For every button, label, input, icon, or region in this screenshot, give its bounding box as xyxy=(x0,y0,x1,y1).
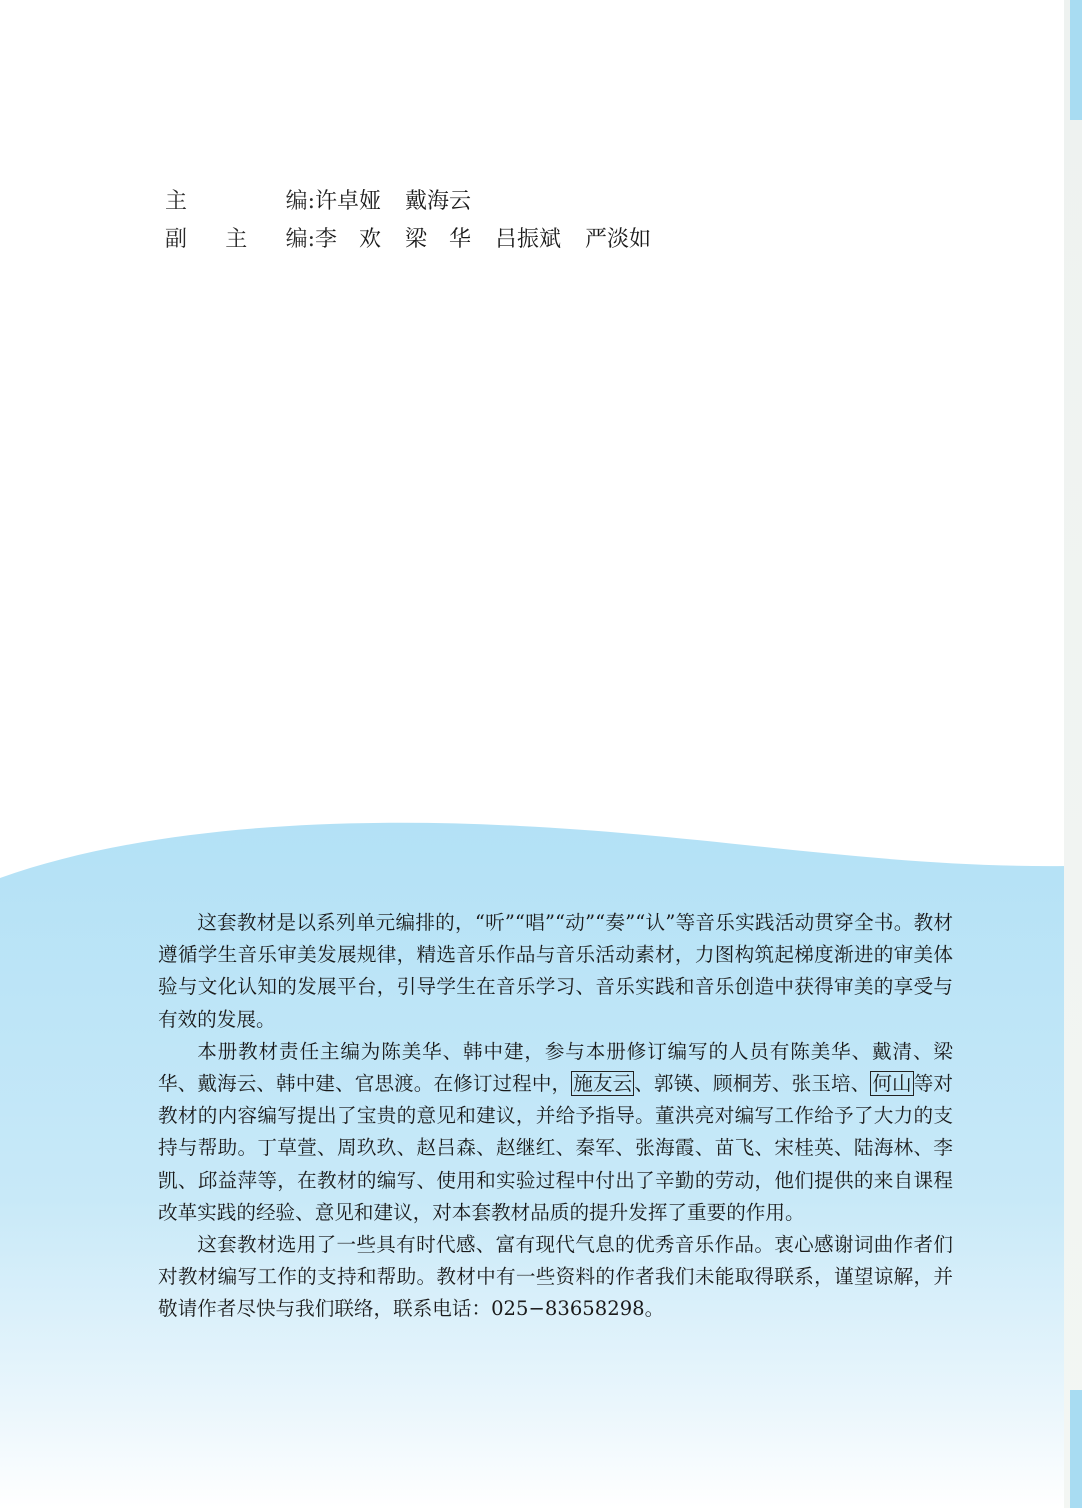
text-run: 、郭锳、顾桐芳、张玉培、 xyxy=(634,1072,871,1096)
intro-paragraph-1: 这套教材是以系列单元编排的，“听”“唱”“动”“奏”“认”等音乐实践活动贯穿全书。教材遵循学生音乐审美发展规律，精选音乐作品与音乐活动素材，力图构筑起梯度渐进的审美体验与文化认知的发展平台，引导学生在音乐学习、音乐实践和音乐创造中获得审美的享受与有效的发展。 xyxy=(158,911,953,1031)
editor-name: 戴海云 xyxy=(405,189,472,214)
text-run: 本册教材责任主编为陈美华、韩中建，参与本册修订编写的人员有陈美华、戴清、梁华、戴海云、韩中建、官思渡。在修订过程中， xyxy=(158,1039,953,1096)
deputy-editor-names xyxy=(315,222,675,253)
edge-strip xyxy=(1064,0,1082,1508)
boxed-name: 何山 xyxy=(872,1072,912,1096)
label-char: 副 xyxy=(165,227,188,252)
editor-name: 严淡如 xyxy=(585,227,652,252)
editor-name: 梁 华 xyxy=(405,227,472,252)
chief-editor-row xyxy=(165,184,675,222)
label-char: 编: xyxy=(285,189,315,214)
editor-name: 李 欢 xyxy=(315,227,382,252)
boxed-name: 施友云 xyxy=(573,1072,633,1096)
deputy-editor-row xyxy=(165,222,675,260)
editors-block xyxy=(165,184,675,260)
text-run: 等对教材的内容编写提出了宝贵的意见和建议，并给予指导。董洪亮对编写工作给予了大力的支持与帮助。丁草萱、周玖玖、赵吕森、赵继红、秦军、张海霞、苗飞、宋桂英、陆海林、李凯、邱益萍等，在教材的编写、使用和实验过程中付出了辛勤的劳动，他们提供的来自课程改革实践的经验、意见和建议，对本套教材品质的提升发挥了重要的作用。 xyxy=(158,1072,954,1224)
intro-text xyxy=(158,907,953,1326)
intro-paragraph-3: 这套教材选用了一些具有时代感、富有现代气息的优秀音乐作品。衷心感谢词曲作者们对教材编写工作的支持和帮助。教材中有一些资料的作者我们未能取得联系，谨望谅解，并敬请作者尽快与我们联络，联系电话：025−83658298。 xyxy=(158,1233,953,1321)
deputy-editor-label xyxy=(165,222,315,253)
editor-name: 许卓娅 xyxy=(315,189,382,214)
chief-editor-label xyxy=(165,184,315,215)
edge-tab-bottom xyxy=(1070,1390,1082,1508)
editor-name: 吕振斌 xyxy=(495,227,562,252)
chief-editor-names xyxy=(315,184,495,215)
intro-paragraph-2 xyxy=(158,1036,953,1229)
label-char: 编: xyxy=(285,227,315,252)
label-char: 主 xyxy=(165,189,188,214)
edge-tab-top xyxy=(1070,0,1082,120)
label-char: 主 xyxy=(225,227,248,252)
